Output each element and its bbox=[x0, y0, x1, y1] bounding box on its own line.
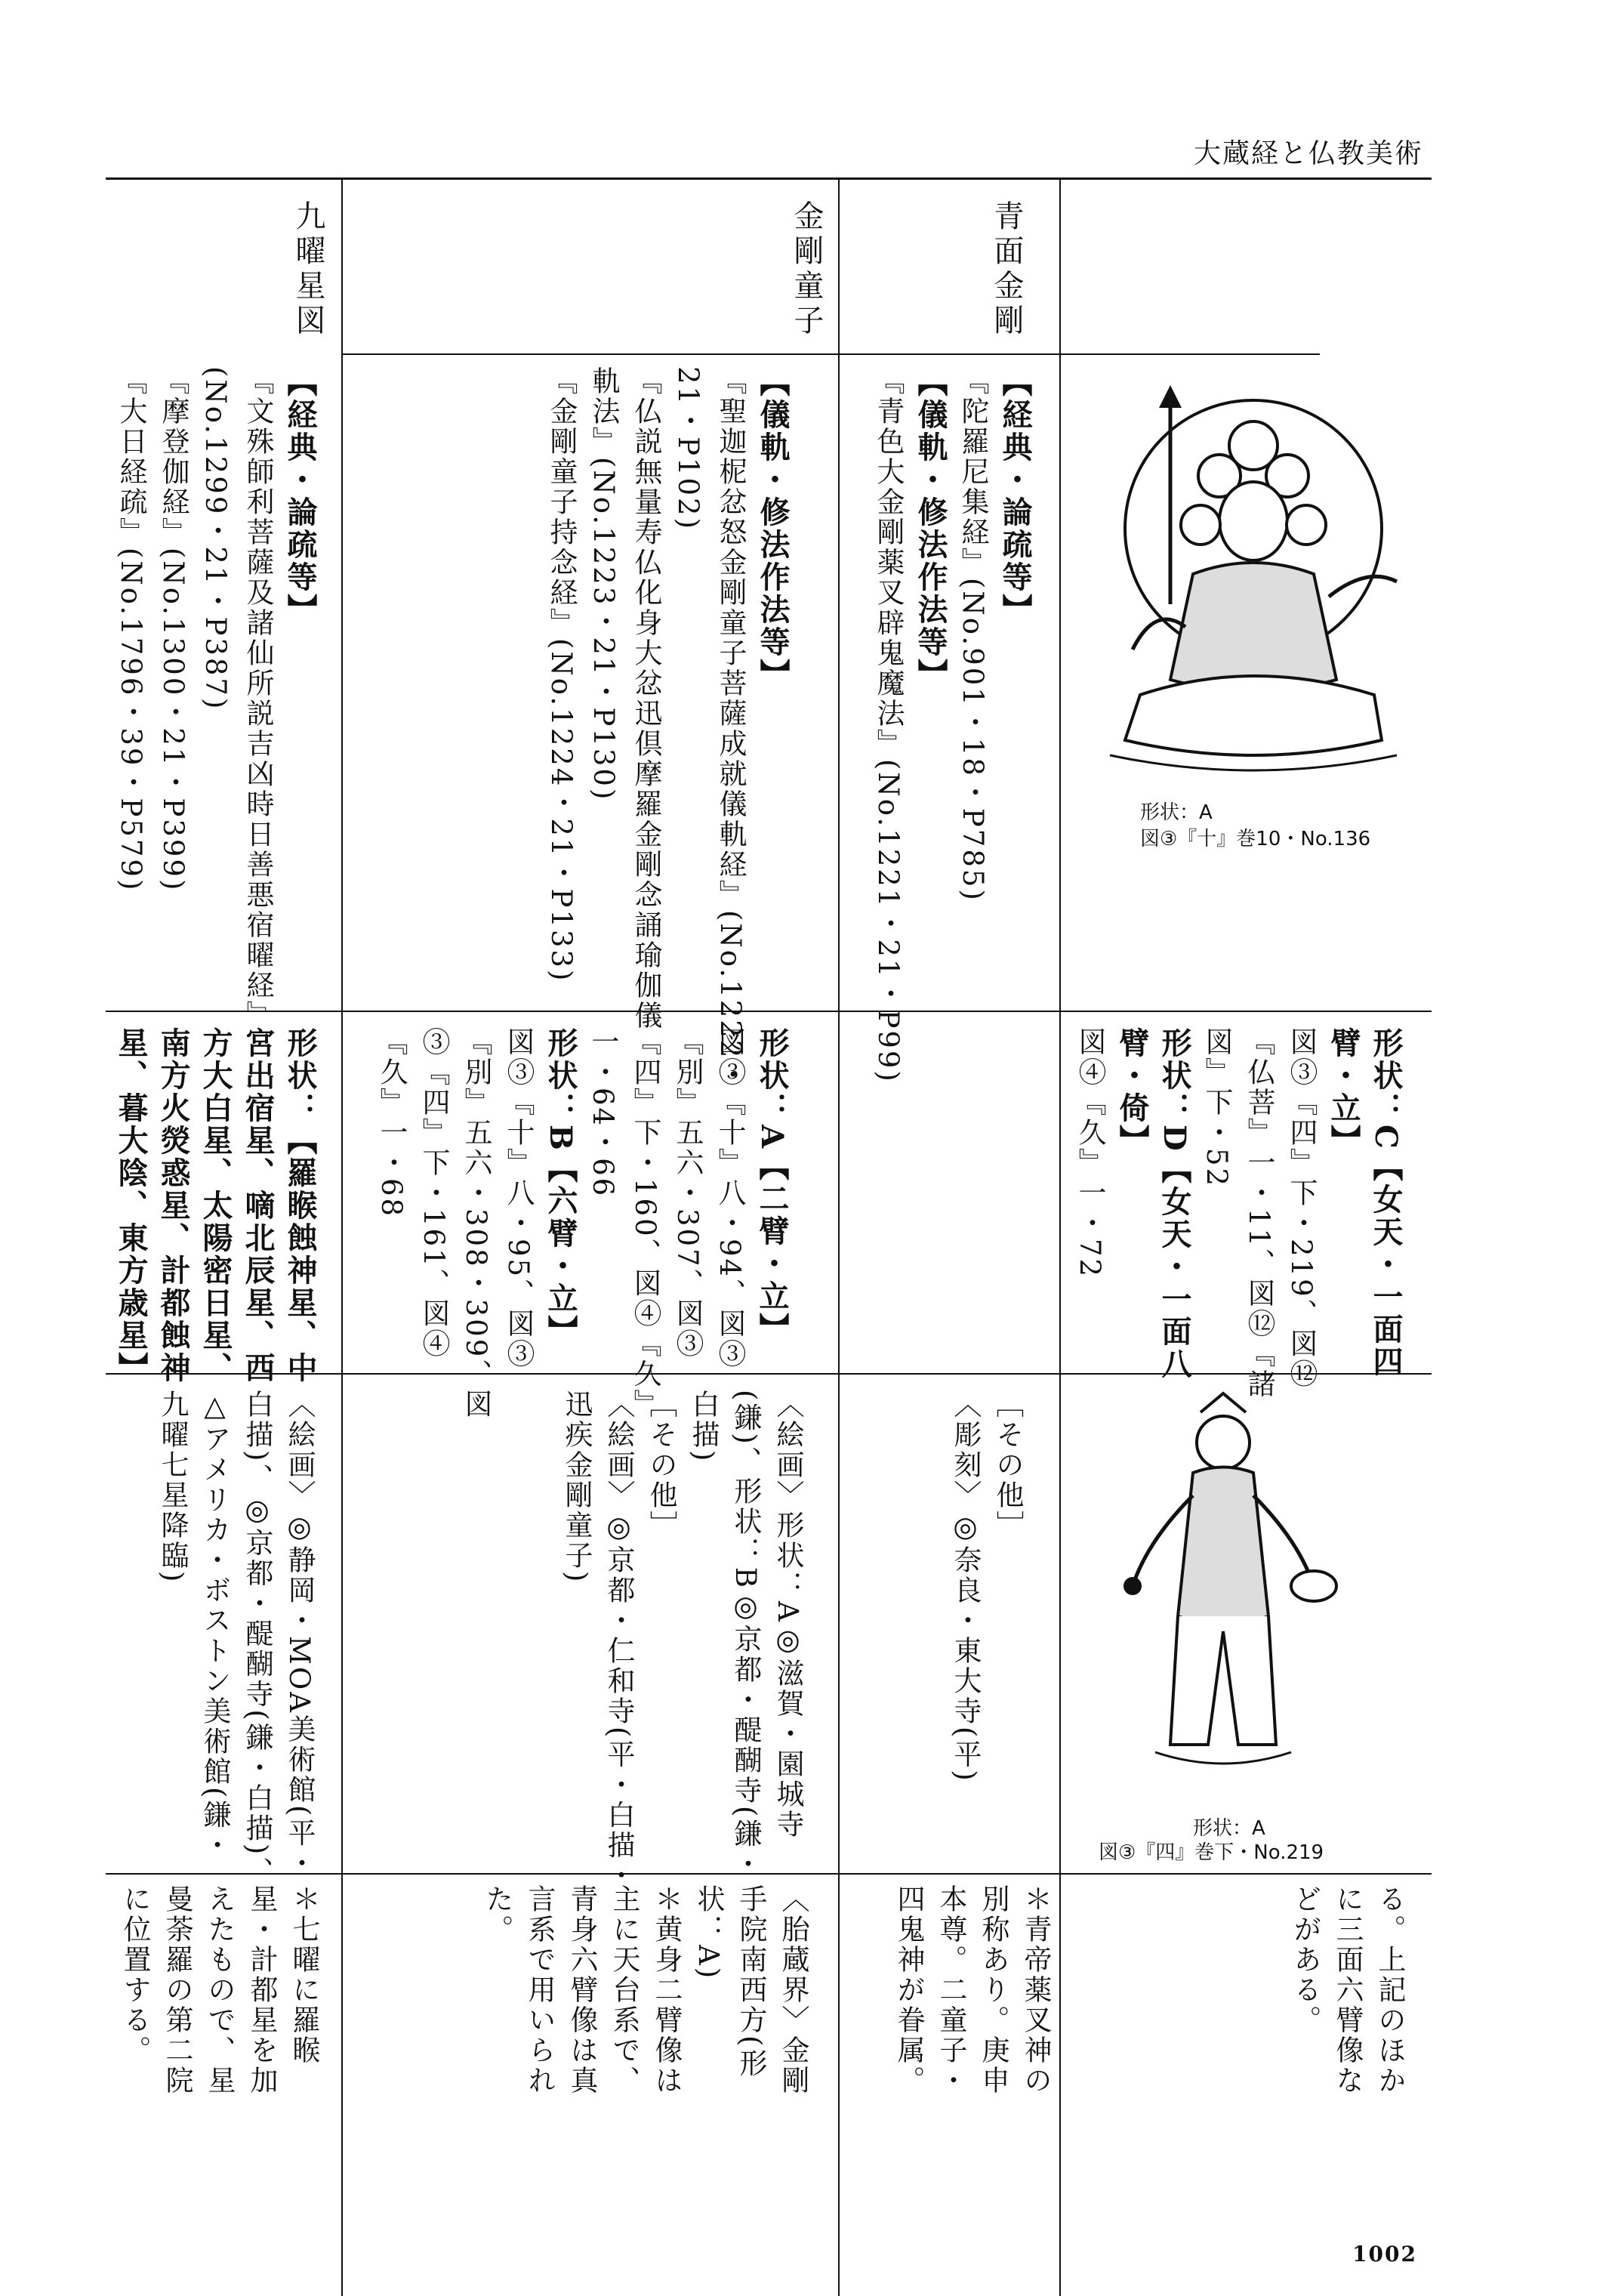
form-line: 形状：D【女天・一面八 bbox=[1157, 1027, 1192, 1381]
sutra-entry: 『青色大金剛薬叉辟鬼魔法』(No.1221・21・P99) bbox=[872, 366, 905, 1084]
work-line: 〈絵画〉形状：A◎滋賀・園城寺 bbox=[772, 1390, 804, 1840]
form-line: 形状：C【女天・一面四 bbox=[1368, 1027, 1404, 1378]
form-line: 『仏菩』一・11、図⑫『諸 bbox=[1243, 1027, 1275, 1400]
work-line: 白描) bbox=[687, 1390, 720, 1464]
notes-kongo-doji bbox=[476, 1884, 814, 2292]
figure-caption-form: 形状：A bbox=[1140, 801, 1213, 824]
seimen-kongo-standing-illustration bbox=[1087, 1390, 1359, 1782]
form-line: 宮出宿星、嘀北辰星、西 bbox=[240, 1027, 276, 1384]
sutra-entry: (No.1299・21・P387) bbox=[199, 366, 232, 711]
forms-kongo-doji bbox=[370, 1027, 793, 1420]
note-line: 言系で用いられ bbox=[523, 1884, 556, 2096]
note-line: に位置する。 bbox=[119, 1884, 151, 2066]
sutra-entry: 21・P102) bbox=[672, 366, 704, 532]
work-line: △アメリカ・ボストン美術館(鎌・ bbox=[199, 1390, 231, 1861]
work-line: 白描)、◎京都・醍醐寺(鎌・白描)、 bbox=[241, 1390, 273, 1887]
form-line: 形状：B【六臂・立】 bbox=[543, 1027, 578, 1347]
section-heading-sutra: 【経典・論疏等】 bbox=[997, 366, 1033, 626]
forms-kuyo-seizu bbox=[109, 1027, 321, 1384]
work-line: (鎌)、形状：B◎京都・醍醐寺(鎌・ bbox=[729, 1390, 762, 1880]
note-line: 主に天台系で、 bbox=[608, 1884, 640, 2096]
form-line: 形状：A【二臂・立】 bbox=[754, 1027, 790, 1346]
work-line: 迅疾金剛童子) bbox=[560, 1390, 593, 1585]
note-line: どがある。 bbox=[1289, 1884, 1321, 2035]
note-line: 状：A) bbox=[692, 1884, 725, 1981]
work-line: ［その他］ bbox=[645, 1390, 677, 1541]
section-heading-sutra: 【経典・論疏等】 bbox=[282, 366, 318, 626]
texts-row-rule bbox=[106, 1011, 1432, 1012]
forms-seimen-kongo bbox=[1068, 1027, 1407, 1400]
column-divider-1 bbox=[1059, 177, 1061, 2296]
note-line: ＊七曜に羅睺 bbox=[288, 1884, 320, 2066]
deity-name-seimen-kongo: 青面金剛 bbox=[989, 200, 1024, 339]
note-line: 四鬼神が眷属。 bbox=[892, 1884, 925, 2096]
sutra-list-seimen-kongo bbox=[867, 366, 1036, 1084]
form-line: 『別』五六・307、図③ bbox=[671, 1027, 704, 1359]
form-line: 星、暮大陰、東方歳星】 bbox=[113, 1027, 149, 1384]
sutra-entry: 軌法』(No.1223・21・P130) bbox=[587, 366, 620, 802]
sutra-entry: 『文殊師利菩薩及諸仙所説吉凶時日善悪宿曜経』 bbox=[242, 366, 274, 1031]
form-line: 臂・立】 bbox=[1326, 1027, 1361, 1157]
section-heading-ritual: 【儀軌・修法作法等】 bbox=[755, 366, 791, 691]
seimen-kongo-illustration bbox=[1080, 378, 1412, 785]
work-line: 〈絵画〉◎静岡・MOA美術館(平・ bbox=[283, 1390, 316, 1879]
section-heading-ritual: 【儀軌・修法作法等】 bbox=[913, 366, 948, 691]
form-line: 一・64・66 bbox=[587, 1027, 619, 1199]
form-line: 南方火熒惑星、計都蝕神 bbox=[156, 1027, 191, 1384]
form-line: 図』下・52 bbox=[1201, 1027, 1233, 1189]
running-header: 大蔵経と仏教美術 bbox=[1193, 138, 1423, 169]
figure-caption-source: 図③『十』巻10・No.136 bbox=[1140, 828, 1371, 850]
note-line: 別称あり。庚申 bbox=[977, 1884, 1009, 2096]
sutra-list-kuyo-seizu bbox=[109, 366, 321, 1031]
note-line: ＊青帝薬叉神の bbox=[1019, 1884, 1052, 2096]
note-line: えたもので、星 bbox=[203, 1884, 236, 2096]
column-divider-2 bbox=[838, 177, 840, 2296]
sutra-entry: 『大日経疏』(No.1796・39・P579) bbox=[115, 366, 147, 893]
work-line: 九曜七星降臨) bbox=[156, 1390, 189, 1585]
figure-caption-form: 形状：A bbox=[1193, 1817, 1265, 1840]
column-divider-3 bbox=[341, 177, 343, 2296]
note-line: ＊黄身二臂像は bbox=[650, 1884, 683, 2096]
form-line: 図③『十』八・94、図③ bbox=[714, 1027, 746, 1370]
sutra-entry: 『陀羅尼集経』(No.901・18・P785) bbox=[957, 366, 989, 903]
notes-previous-entry bbox=[1284, 1884, 1410, 2292]
form-line: 図④『久』一・72 bbox=[1074, 1027, 1106, 1279]
form-line: 図③『四』下・219、図⑫ bbox=[1285, 1027, 1318, 1390]
form-line: 方大白星、太陽密日星、 bbox=[198, 1027, 233, 1384]
name-row-rule bbox=[341, 353, 1320, 355]
page-number: 1002 bbox=[1352, 2242, 1417, 2267]
work-line: 〈彫刻〉◎奈良・東大寺(平) bbox=[949, 1390, 982, 1783]
note-line: る。上記のほか bbox=[1373, 1884, 1406, 2096]
note-line: 青身六臂像は真 bbox=[566, 1884, 598, 2096]
works-kongo-doji bbox=[555, 1390, 809, 1891]
note-line: た。 bbox=[481, 1884, 513, 1945]
form-line: 『四』下・160、図④『久』 bbox=[629, 1027, 661, 1420]
form-line: ③『四』下・161、図④ bbox=[418, 1027, 450, 1359]
note-line: 本尊。二童子・ bbox=[935, 1884, 967, 2096]
form-line: 形状：【羅睺蝕神星、中 bbox=[282, 1027, 318, 1384]
deity-name-kuyo-seizu: 九曜星図 bbox=[291, 200, 325, 339]
form-line: 臂・倚】 bbox=[1114, 1027, 1150, 1157]
sutra-list-kongo-doji bbox=[540, 366, 794, 1091]
deity-name-kongo-doji: 金剛童子 bbox=[789, 200, 824, 339]
works-kuyo-seizu bbox=[151, 1390, 320, 1887]
table-top-rule bbox=[106, 177, 1432, 180]
sutra-entry: 『金剛童子持念経』(No.1224・21・P133) bbox=[545, 366, 578, 983]
work-line: ［その他］ bbox=[991, 1390, 1024, 1541]
form-line: 図③『十』八・95、図③ bbox=[502, 1027, 535, 1370]
note-line: 曼荼羅の第二院 bbox=[161, 1884, 193, 2096]
sutra-entry: 『聖迦柅忿怒金剛童子菩薩成就儀軌経』(No.1222・ bbox=[714, 366, 747, 1091]
work-line: 〈絵画〉◎京都・仁和寺(平・白描・ bbox=[603, 1390, 635, 1891]
note-line: 〈胎蔵界〉金剛 bbox=[777, 1884, 809, 2096]
form-line: 『久』一・68 bbox=[375, 1027, 408, 1219]
notes-seimen-kongo bbox=[887, 1884, 1056, 2292]
note-line: 星・計都星を加 bbox=[245, 1884, 278, 2096]
sutra-entry: 『仏説無量寿仏化身大忿迅倶摩羅金剛念誦瑜伽儀 bbox=[630, 366, 662, 1031]
sutra-entry: 『摩登伽経』(No.1300・21・P399) bbox=[157, 366, 190, 893]
note-line: 手院南西方(形 bbox=[735, 1884, 767, 2079]
form-line: 『別』五六・308・309、図 bbox=[460, 1027, 492, 1420]
note-line: に三面六臂像な bbox=[1331, 1884, 1364, 2096]
notes-kuyo-seizu bbox=[113, 1884, 325, 2292]
figure-caption-source: 図③『四』巻下・No.219 bbox=[1099, 1841, 1324, 1864]
works-seimen-kongo bbox=[944, 1390, 1028, 1858]
